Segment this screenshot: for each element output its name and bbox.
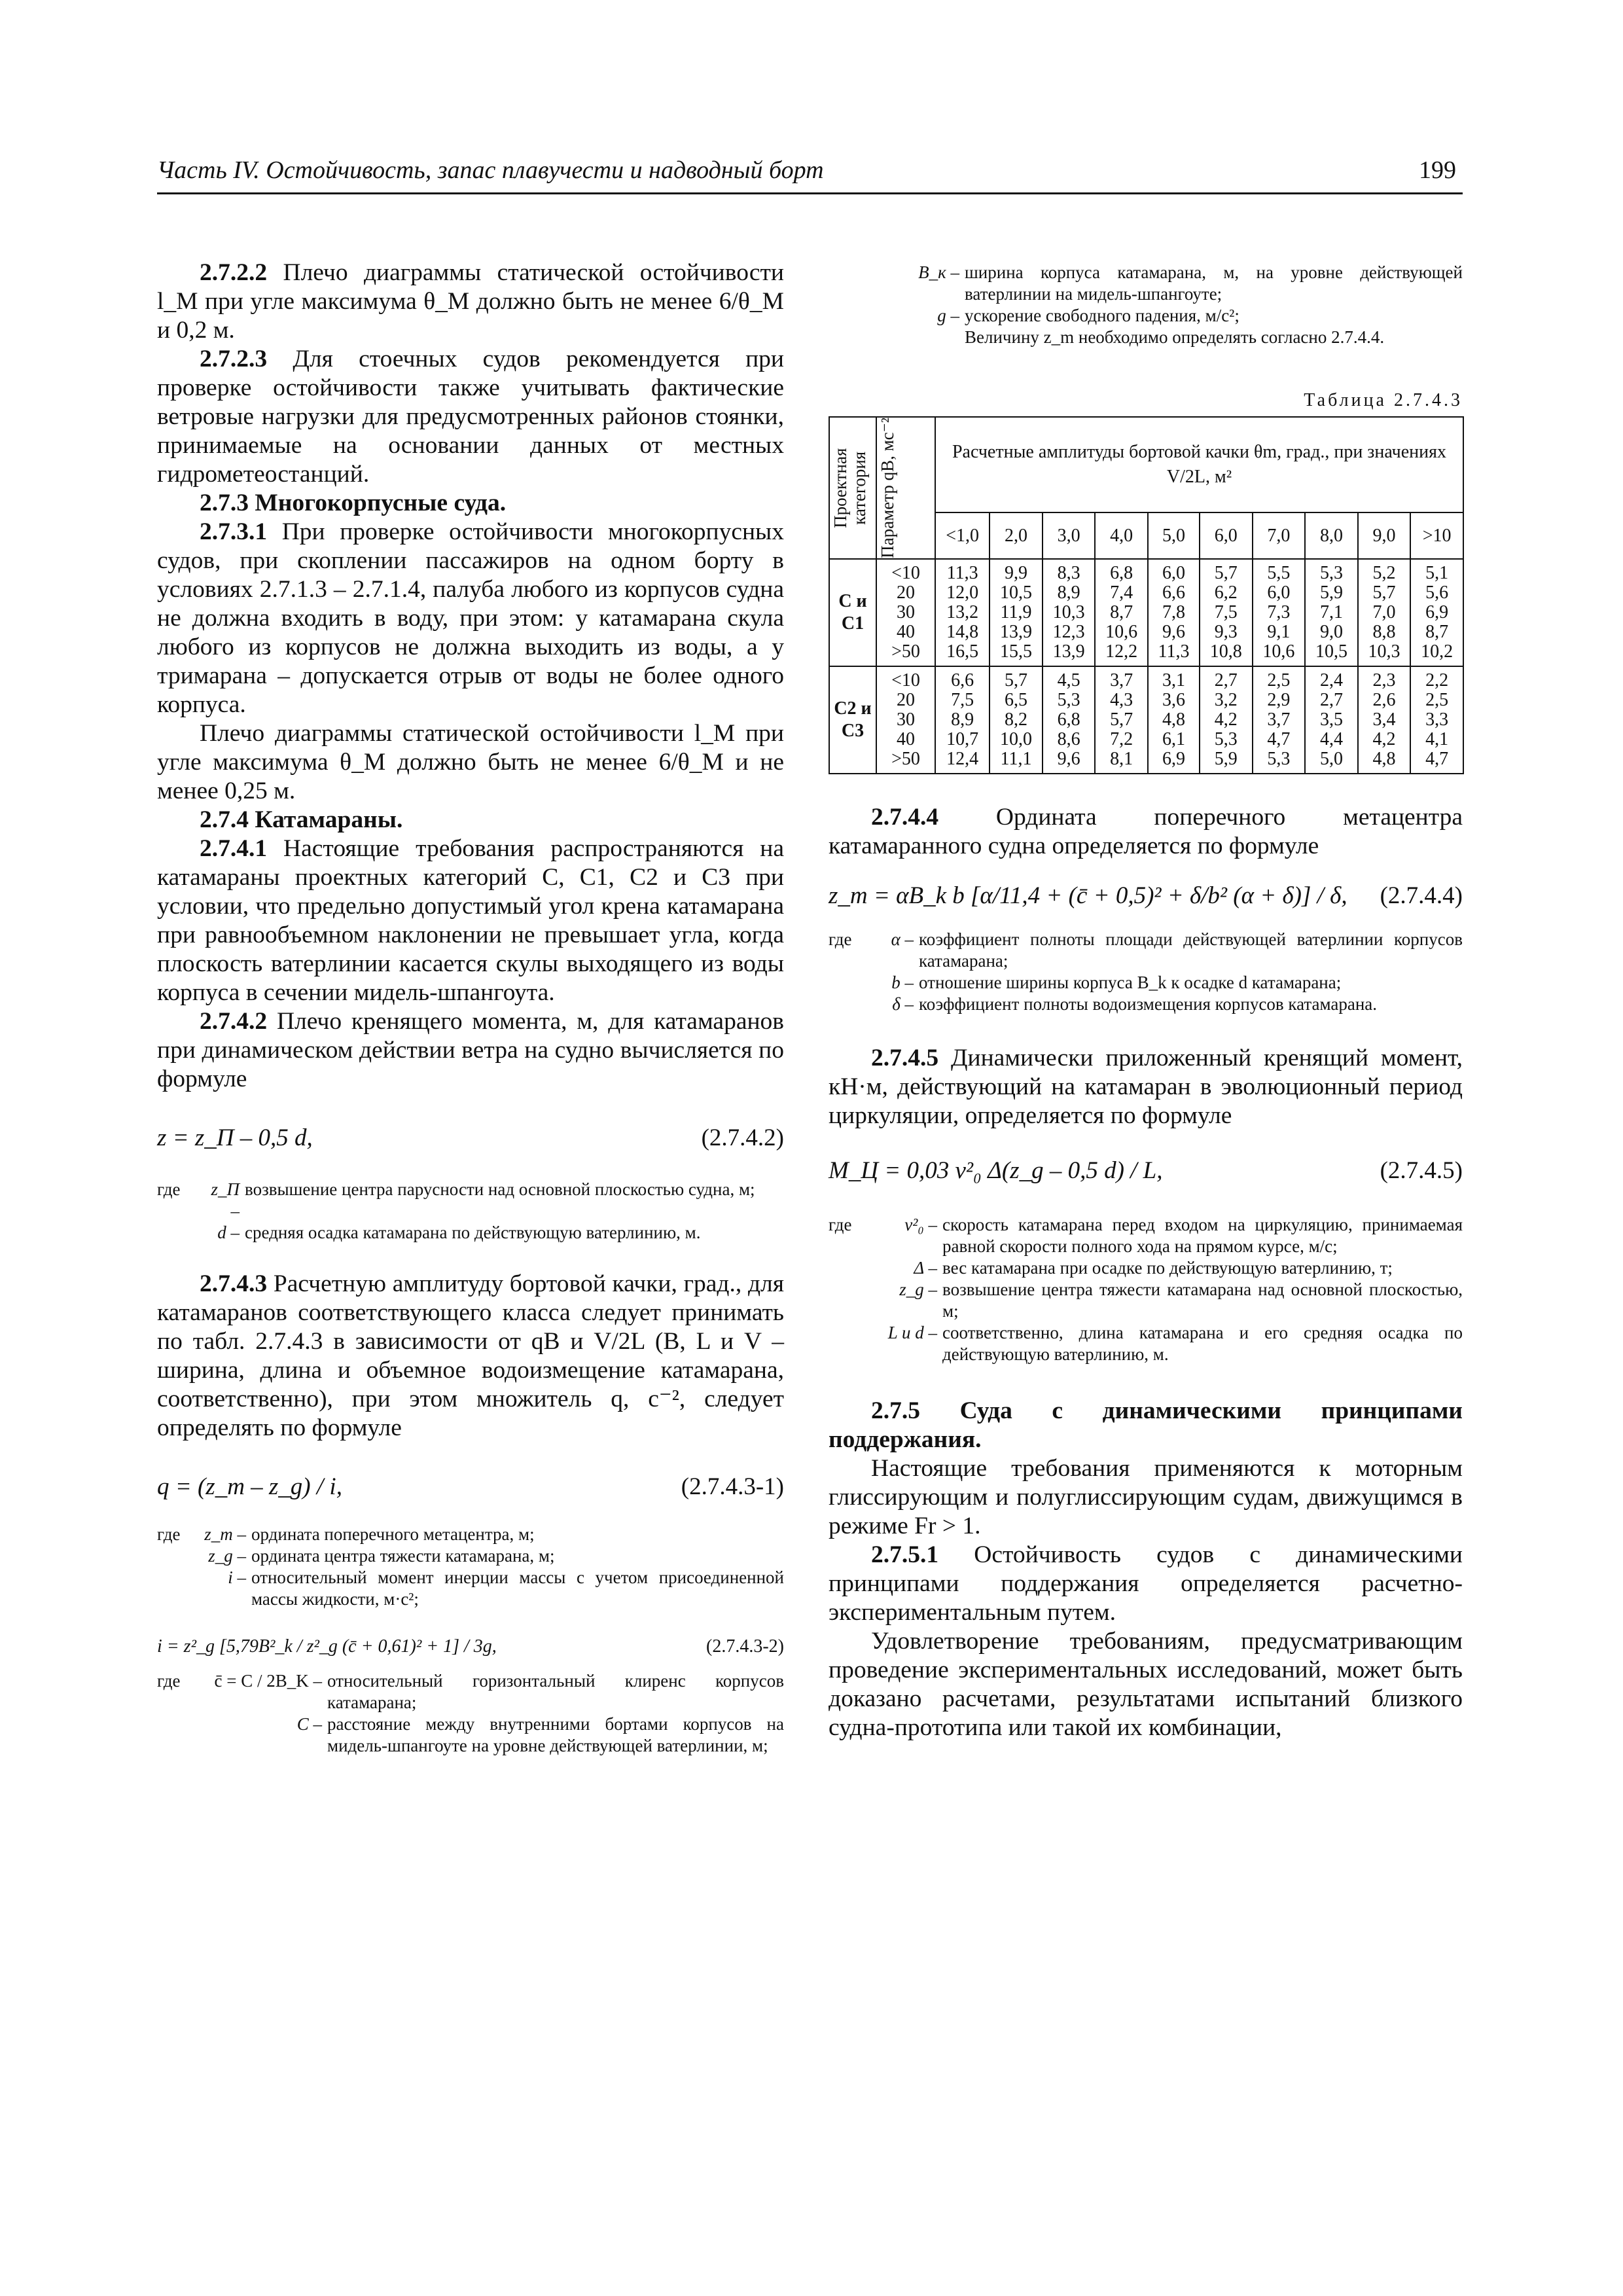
definition-g: g – ускорение свободного падения, м/с²; bbox=[937, 306, 1240, 325]
column-header: 8,0 bbox=[1305, 512, 1358, 558]
definition-z-g-right: z_g – возвышение центра тяжести катамарана над основной плоскостью, м; bbox=[899, 1279, 1463, 1321]
value-cell: 2,5 2,9 3,7 4,7 5,3 bbox=[1253, 666, 1306, 774]
heading-2-7-4: 2.7.4 Катамараны. bbox=[200, 806, 403, 833]
definition-v0: где v²₀ – скорость катамарана перед входом на циркуляцию, принимаемая равной скорости полного хода на прямом курсе, м/с; bbox=[829, 1214, 1463, 1256]
running-title: Часть IV. Остойчивость, запас плавучести и надводный борт bbox=[157, 156, 824, 184]
value-cell: 8,3 8,9 10,3 12,3 13,9 bbox=[1043, 559, 1096, 666]
table-row-group bbox=[829, 666, 1463, 774]
value-cell: 4,5 5,3 6,8 8,6 9,6 bbox=[1043, 666, 1096, 774]
paragraph-2-7-2-3: 2.7.2.3 Для стоечных судов рекомендуется при проверке остойчивости также учитывать фактические ветровые нагрузки для предусмотренных районов стоянки, принимаемые на основании данных от местных гидрометеостанций. bbox=[157, 346, 784, 488]
value-cell: 11,3 12,0 13,2 14,8 16,5 bbox=[935, 559, 990, 666]
formula-number: (2.7.4.3-2) bbox=[706, 1636, 784, 1657]
heading-2-7-5: 2.7.5 Суда с динамическими принципами поддержания. bbox=[829, 1397, 1463, 1453]
paragraph-2-7-4-1: 2.7.4.1 Настоящие требования распространяются на катамараны проектных категорий С, С1, С2 и С3 при условии, что предельно допустимый угол крена катамарана при равнообъемном наклонении не превышает угла, когда плоскость ватерлинии касается скулы выходящего из воды корпуса в сечении мидель-шпангоута. bbox=[157, 835, 784, 1006]
paragraph-2-7-4-3: 2.7.4.3 Расчетную амплитуду бортовой качки, град., для катамаранов соответствующего класса следует принимать по табл. 2.7.4.3 в зависимости от qB и V/2L (B, L и V – ширина, длина и объемное водоизмещение катамарана, соответственно), при этом множитель q, с⁻², следует определять по формуле bbox=[157, 1270, 784, 1441]
value-cell: 5,7 6,2 7,5 9,3 10,8 bbox=[1200, 559, 1253, 666]
param-cell: <10 20 30 40 >50 bbox=[876, 666, 935, 774]
column-header: 2,0 bbox=[990, 512, 1043, 558]
formula-2-7-4-5: M_Ц = 0,03 v²₀ Δ(z_g – 0,5 d) / L, (2.7.4.5) bbox=[829, 1157, 1463, 1184]
column-header: 7,0 bbox=[1253, 512, 1306, 558]
note-z-m: Величину z_m необходимо определять согласно 2.7.4.4. bbox=[965, 327, 1385, 347]
value-cell: 5,2 5,7 7,0 8,8 10,3 bbox=[1358, 559, 1411, 666]
value-cell: 5,3 5,9 7,1 9,0 10,5 bbox=[1305, 559, 1358, 666]
column-header: 6,0 bbox=[1200, 512, 1253, 558]
param-cell: <10 20 30 40 >50 bbox=[876, 559, 935, 666]
definition-b: b – отношение ширины корпуса B_k к осадке d катамарана; bbox=[891, 972, 1342, 992]
table-row-group bbox=[829, 559, 1463, 666]
header-param: Параметр qB, мс⁻² bbox=[876, 417, 935, 559]
column-header: 3,0 bbox=[1043, 512, 1096, 558]
paragraph-2-7-4-4: 2.7.4.4 Ордината поперечного метацентра катамаранного судна определяется по формуле bbox=[829, 803, 1463, 859]
definition-c-bar: где c̄ = C / 2B_K – относительный горизонтальный клиренс корпусов катамарана; bbox=[157, 1671, 784, 1712]
column-header: >10 bbox=[1410, 512, 1463, 558]
value-cell: 3,7 4,3 5,7 7,2 8,1 bbox=[1095, 666, 1148, 774]
header-amplitudes: Расчетные амплитуды бортовой качки θm, град., при значениях V/2L, м² bbox=[935, 417, 1463, 512]
page-header bbox=[157, 156, 1463, 194]
definition-z-p: где z_П – возвышение центра парусности над основной плоскостью судна, м; bbox=[157, 1179, 755, 1221]
table-caption: Таблица 2.7.4.3 bbox=[1304, 390, 1463, 410]
definition-z-g: z_g – ордината центра тяжести катамарана, м; bbox=[208, 1546, 555, 1566]
page-number: 199 bbox=[1419, 156, 1456, 184]
formula-2-7-4-3-2: i = z²_g [5,79B²_k / z²_g (c̄ + 0,61)² + 1] / 3g, (2.7.4.3-2) bbox=[157, 1632, 784, 1656]
definition-alpha: где α – коэффициент полноты площади действующей ватерлинии корпусов катамарана; bbox=[829, 929, 1463, 971]
value-cell: 6,8 7,4 8,7 10,6 12,2 bbox=[1095, 559, 1148, 666]
column-header: 5,0 bbox=[1148, 512, 1200, 558]
right-column bbox=[829, 262, 1463, 1742]
paragraph-2-7-4-5: 2.7.4.5 Динамически приложенный кренящий момент, кН·м, действующий на катамаран в эволюционный период циркуляции, определяется по формуле bbox=[829, 1044, 1463, 1129]
left-column bbox=[157, 259, 784, 1757]
value-cell: 6,6 7,5 8,9 10,7 12,4 bbox=[935, 666, 990, 774]
formula-number: (2.7.4.2) bbox=[701, 1124, 784, 1151]
paragraph-2-7-2-2: 2.7.2.2 Плечо диаграммы статической остойчивости l_M при угле максимума θ_M должно быть не менее 6/θ_M и 0,2 м. bbox=[157, 259, 784, 344]
header-category: Проектная категория bbox=[829, 417, 876, 559]
roll-amplitude-table bbox=[829, 416, 1464, 774]
paragraph-2-7-5-intro: Настоящие требования применяются к моторным глиссирующим и полуглиссирующим судам, движущимся в режиме Fr > 1. bbox=[829, 1454, 1463, 1539]
formula-2-7-4-4: z_m = αB_k b [α/11,4 + (c̄ + 0,5)² + δ/b² (α + δ)] / δ, (2.7.4.4) bbox=[829, 882, 1463, 909]
paragraph-2-7-4-2: 2.7.4.2 Плечо кренящего момента, м, для катамаранов при динамическом действии ветра на судно вычисляется по формуле bbox=[157, 1008, 784, 1092]
paragraph-2-7-5-1: 2.7.5.1 Остойчивость судов с динамическими принципами поддержания определяется расчетно-экспериментальным путем. bbox=[829, 1541, 1463, 1626]
heading-2-7-3: 2.7.3 Многокорпусные суда. bbox=[200, 490, 507, 516]
formula-2-7-4-3-1: q = (z_m – z_g) / i, (2.7.4.3-1) bbox=[157, 1473, 784, 1500]
column-header: <1,0 bbox=[935, 512, 990, 558]
definition-i: i – относительный момент инерции массы с учетом присоединенной массы жидкости, м·с²; bbox=[228, 1568, 784, 1609]
definition-d: d – средняя осадка катамарана по действующую ватерлинию, м. bbox=[217, 1223, 701, 1242]
value-cell: 6,0 6,6 7,8 9,6 11,3 bbox=[1148, 559, 1200, 666]
formula-number: (2.7.4.4) bbox=[1380, 882, 1463, 909]
definition-delta: δ – коэффициент полноты водоизмещения корпусов катамарана. bbox=[892, 994, 1378, 1014]
paragraph-experiments: Удовлетворение требованиям, предусматривающим проведение экспериментальных исследований, может быть доказано расчетами, результатами испытаний близкого судна-прототипа или такой их комбинации, bbox=[829, 1627, 1463, 1741]
value-cell: 2,7 3,2 4,2 5,3 5,9 bbox=[1200, 666, 1253, 774]
definition-b-k: B_к – ширина корпуса катамарана, м, на уровне действующей ватерлинии на мидель-шпангоуте; bbox=[918, 262, 1463, 304]
column-header: 4,0 bbox=[1095, 512, 1148, 558]
value-cell: 2,4 2,7 3,5 4,4 5,0 bbox=[1305, 666, 1358, 774]
value-cell: 2,2 2,5 3,3 4,1 4,7 bbox=[1410, 666, 1463, 774]
value-cell: 5,7 6,5 8,2 10,0 11,1 bbox=[990, 666, 1043, 774]
definition-Delta: Δ – вес катамарана при осадке по действующую ватерлинию, т; bbox=[914, 1257, 1393, 1278]
value-cell: 9,9 10,5 11,9 13,9 15,5 bbox=[990, 559, 1043, 666]
paragraph-plecho: Плечо диаграммы статической остойчивости l_M при угле максимума θ_M должно быть не менее 6/θ_M и не менее 0,25 м. bbox=[157, 720, 784, 804]
definition-L-d: L и d – соответственно, длина катамарана и его средняя осадка по действующую ватерлинию, м. bbox=[887, 1322, 1463, 1364]
value-cell: 5,5 6,0 7,3 9,1 10,6 bbox=[1253, 559, 1306, 666]
formula-number: (2.7.4.3-1) bbox=[681, 1473, 784, 1500]
category-cell: С и С1 bbox=[829, 559, 876, 666]
column-header: 9,0 bbox=[1358, 512, 1411, 558]
category-cell: С2 и С3 bbox=[829, 666, 876, 774]
definition-z-m: где z_m – ордината поперечного метацентра, м; bbox=[157, 1524, 535, 1544]
formula-number: (2.7.4.5) bbox=[1380, 1157, 1463, 1184]
value-cell: 2,3 2,6 3,4 4,2 4,8 bbox=[1358, 666, 1411, 774]
value-cell: 5,1 5,6 6,9 8,7 10,2 bbox=[1410, 559, 1463, 666]
formula-2-7-4-2: z = z_П – 0,5 d, (2.7.4.2) bbox=[157, 1124, 784, 1151]
paragraph-2-7-3-1: 2.7.3.1 При проверке остойчивости многокорпусных судов, при скоплении пассажиров на одном борту в условиях 2.7.1.3 – 2.7.1.4, палуба любого из корпусов судна не должна входить в воду, при этом: у катамарана скула любого из корпусов не должна выходить из воды, а у тримарана – допускается отрыв от воды не более одного корпуса. bbox=[157, 518, 784, 718]
value-cell: 3,1 3,6 4,8 6,1 6,9 bbox=[1148, 666, 1200, 774]
definition-c: C – расстояние между внутренними бортами корпусов на мидель-шпангоуте на уровне действующей ватерлинии, м; bbox=[296, 1714, 784, 1755]
